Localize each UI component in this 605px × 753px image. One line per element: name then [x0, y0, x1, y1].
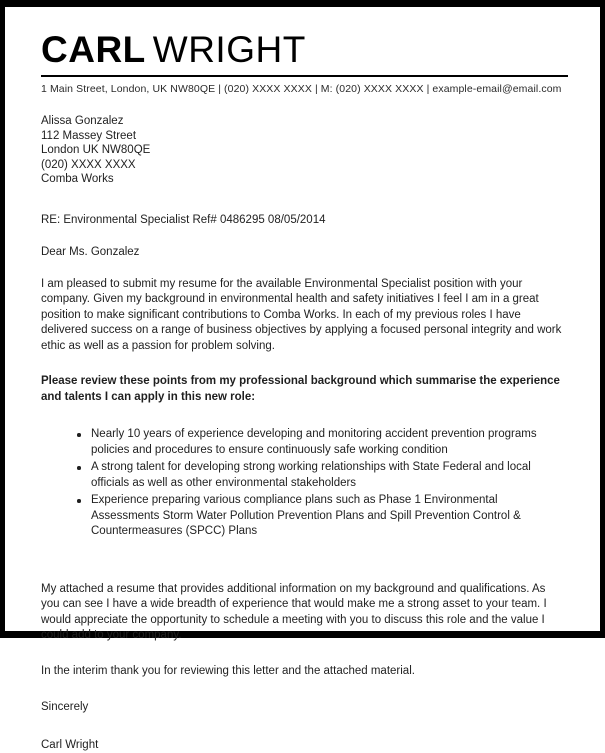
body-paragraph-interim: In the interim thank you for reviewing this letter and the attached material.	[41, 664, 415, 677]
list-item: Nearly 10 years of experience developing and monitoring accident prevention programs policies and procedures to ensure continuously safe working condition	[77, 427, 564, 458]
recipient-street: 112 Massey Street	[41, 129, 137, 142]
recipient-address-block	[41, 114, 564, 187]
body-paragraph-1: I am pleased to submit my resume for the available Environmental Specialist position with your company. Given my background in environmental health and safety initiatives I feel I am in a great position to make significant contributions to Comba Works. In each of my previous roles I have delivered success on a range of business objectives by applying a focused personal integrity and work ethic as well as a passion for problem solving.	[41, 277, 562, 352]
letter-sheet	[5, 7, 600, 751]
last-name: WRIGHT	[152, 29, 306, 70]
first-name: CARL	[41, 29, 146, 70]
body-paragraph-closing: My attached a resume that provides additional information on my background and qualifications. As you can see I have a wide breadth of experience that would make me a strong asset to your team. I would appreciate the opportunity to schedule a meeting with you to discuss this role and the value I could add to your company.	[41, 582, 547, 641]
recipient-phone: (020) XXXX XXXX	[41, 158, 136, 171]
sign-off: Sincerely	[41, 701, 89, 713]
list-item: Experience preparing various compliance plans such as Phase 1 Environmental Assessments Storm Water Pollution Prevention Plans and Spill Prevention Control & Countermeasures (SPCC) Plans	[77, 493, 564, 540]
body-paragraph-highlight: Please review these points from my professional background which summarise the experience and talents I can apply in this new role:	[41, 375, 560, 403]
list-item: A strong talent for developing strong working relationships with State Federal and local officials as well as other environmental stakeholders	[77, 460, 564, 491]
signature-name: Carl Wright	[41, 739, 99, 751]
contact-line: 1 Main Street, London, UK NW80QE | (020) XXXX XXXX | M: (020) XXXX XXXX | example-email@email.com	[41, 83, 562, 95]
page-title	[41, 29, 564, 71]
recipient-name: Alissa Gonzalez	[41, 115, 124, 127]
subject-line: RE: Environmental Specialist Ref# 0486295 08/05/2014	[41, 213, 326, 226]
recipient-city: London UK NW80QE	[41, 144, 151, 156]
qualifications-list	[41, 427, 564, 540]
letterhead	[41, 25, 564, 96]
salutation: Dear Ms. Gonzalez	[41, 245, 140, 258]
header-divider	[41, 75, 568, 77]
recipient-company: Comba Works	[41, 173, 114, 185]
